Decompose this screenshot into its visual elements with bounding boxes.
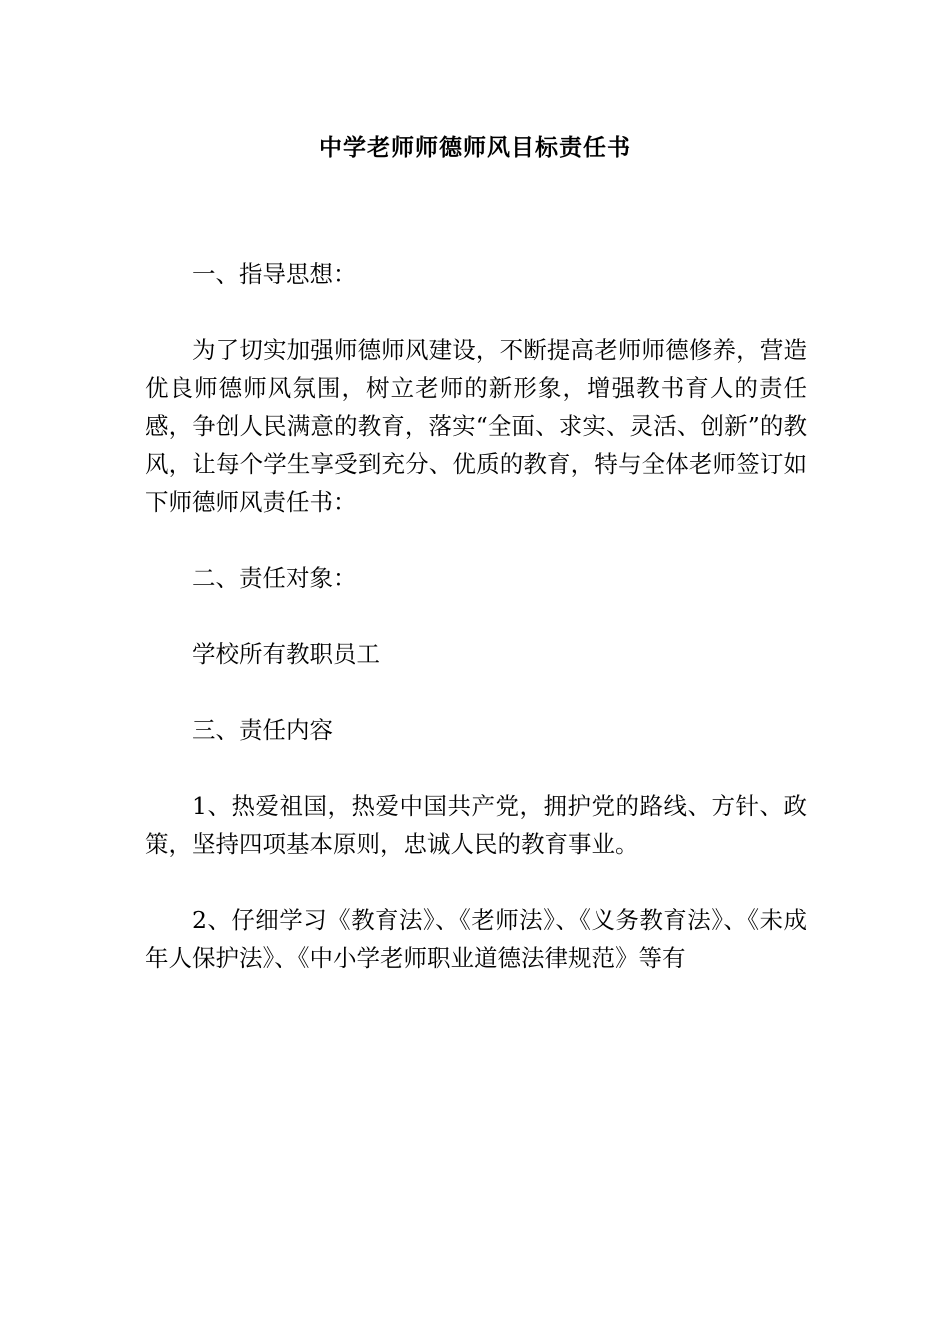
section-heading-responsible-parties: 二、责任对象： xyxy=(192,564,357,592)
paragraph-purpose: 为了切实加强师德师风建设，不断提高老师师德修养，营造优良师德师风氛围，树立老师的新形象，增强教书育人的责任感，争创人民满意的教育，落实“全面、求实、灵活、创新”的教风，让每个学生享受到充分、优质的教育，特与全体老师签订如下师德师风责任书： xyxy=(145,336,807,516)
document-body xyxy=(145,255,807,1015)
section-heading-guiding-ideology: 一、指导思想： xyxy=(192,260,357,288)
section-heading-responsibilities: 三、责任内容 xyxy=(192,716,333,744)
paragraph-responsible-parties: 学校所有教职员工 xyxy=(192,640,380,668)
list-item-2: 2、仔细学习《教育法》、《老师法》、《义务教育法》、《未成年人保护法》、《中小学老师职业道德法律规范》等有 xyxy=(145,906,807,972)
document-title: 中学老师师德师风目标责任书 xyxy=(319,135,631,161)
list-item-1: 1、热爱祖国，热爱中国共产党，拥护党的路线、方针、政策，坚持四项基本原则，忠诚人民的教育事业。 xyxy=(145,792,807,858)
